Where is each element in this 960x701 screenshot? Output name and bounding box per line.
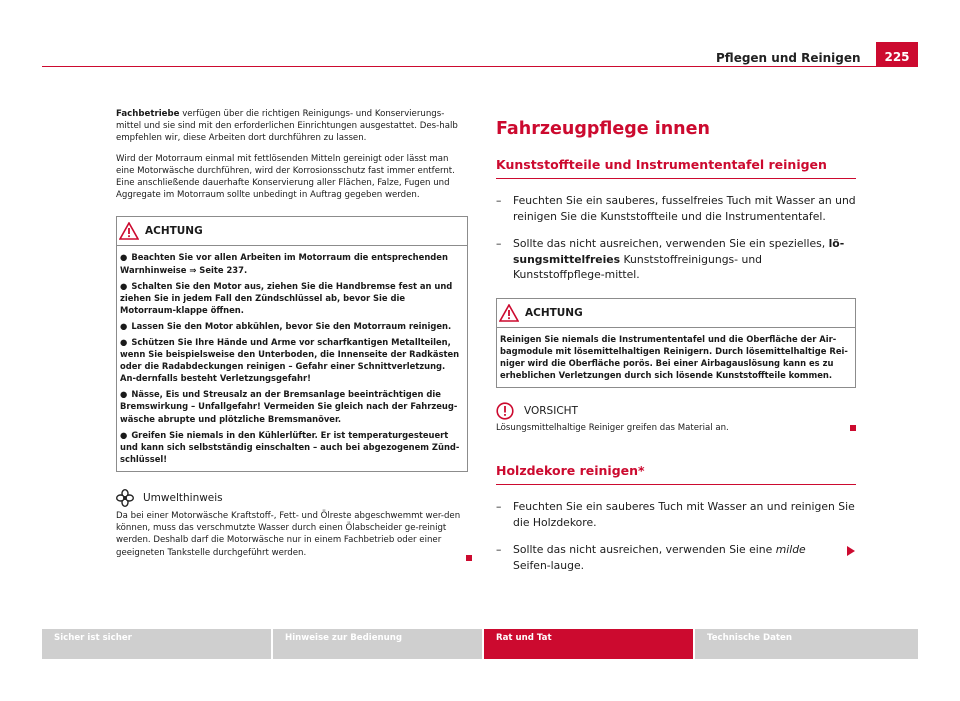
page-reference-link[interactable]: ⇒ Seite 237 (189, 264, 244, 275)
section-plastic (496, 156, 856, 179)
intro-bold: Fachbetriebe (116, 109, 180, 119)
warning-item (120, 388, 462, 424)
bullet: ● (120, 252, 128, 263)
warning-triangle-icon (499, 304, 519, 322)
bullet: ● (120, 280, 128, 291)
warning-triangle-icon (119, 222, 139, 240)
environment-text (116, 510, 468, 559)
step-item (496, 542, 856, 573)
step-text-em: milde (775, 543, 806, 557)
left-column (116, 108, 468, 559)
warning-item (120, 336, 462, 384)
step-text: Feuchten Sie ein sauberes, fusselfreies Tuch mit Wasser an und reinigen Sie die Kunststoffteile und die Instrumententafel. (513, 194, 856, 223)
warning-item (120, 320, 462, 332)
end-square-icon (850, 425, 856, 431)
warning-item-text: Schalten Sie den Motor aus, ziehen Sie die Handbremse fest an und ziehen Sie in jedem Fall den Zündschlüssel ab, bevor Sie die Motorraum-klappe öffnen. (120, 280, 453, 315)
step-item (496, 236, 856, 283)
warning-item-end: . (243, 264, 248, 275)
step-text-bold: lö-sungsmittelfreies (513, 237, 845, 266)
warning-box-airbag (496, 298, 856, 388)
warning-item-text: Lassen Sie den Motor abkühlen, bevor Sie den Motorraum reinigen. (131, 320, 452, 331)
step-item (496, 193, 856, 224)
step-text-pre: Sollte das nicht ausreichen, verwenden Sie eine (513, 543, 776, 557)
caution-text-row (496, 422, 856, 434)
section-title-plastic: Kunststoffteile und Instrumententafel reinigen (496, 157, 827, 172)
step-text-pre: Sollte das nicht ausreichen, verwenden Sie ein spezielles, (513, 237, 829, 250)
page-number: 225 (876, 42, 918, 66)
step-dash: – (496, 237, 502, 250)
caution-text: Lösungsmittelhaltige Reiniger greifen das Material an. (496, 422, 729, 433)
step-dash: – (496, 194, 502, 207)
section-rule (496, 484, 856, 485)
warning-item (120, 280, 462, 316)
warning-title: ACHTUNG (525, 306, 583, 319)
environment-text-body: Da bei einer Motorwäsche Kraftstoff-, Fett- und Ölreste abgeschwemmt wer-den können, muss das verschmutzte Wasser durch einen Ölabscheider ge-reinigt werden. Deshalb darf die Motorwäsche nur in einem Fachbetrieb oder einer geeigneten Tankstelle durchgeführt werden. (116, 510, 461, 558)
footer-tab-hinweise[interactable]: Hinweise zur Bedienung (273, 629, 482, 659)
warning-box-body (117, 245, 467, 471)
warning-item (120, 251, 462, 275)
step-text-post: Seifen-lauge. (513, 558, 585, 572)
environment-flower-icon (116, 489, 134, 507)
step-dash: – (496, 500, 502, 514)
intro-paragraph (116, 108, 468, 145)
warning-box-engine (116, 216, 468, 472)
bullet: ● (120, 336, 128, 347)
section-wood (496, 462, 856, 485)
caution-title: VORSICHT (524, 404, 578, 417)
corrosion-paragraph: Wird der Motorraum einmal mit fettlösenden Mitteln gereinigt oder lässt man eine Motorwäsche durchführen, wird der Korrosionsschutz fast immer entfernt. Eine anschließende dauerhafte Konservierung aller Flächen, Falze, Fugen und Aggregate im Motorraum sollte unbedingt in Auftrag gegeben werden. (116, 153, 455, 201)
step-item (496, 499, 856, 530)
caution-note (496, 401, 856, 434)
end-square-icon (466, 555, 472, 561)
section-rule (496, 178, 856, 179)
warning-box-header (497, 299, 855, 327)
step-text-post: Kunststoffreinigungs- und Kunststoffpflege-mittel. (513, 252, 763, 281)
environment-note (116, 488, 468, 559)
right-column (496, 108, 856, 573)
bullet: ● (120, 429, 128, 440)
step-dash: – (496, 543, 502, 557)
footer-tab-technische-daten[interactable]: Technische Daten (695, 629, 918, 659)
footer-nav (42, 629, 918, 659)
footer-tab-sicher[interactable]: Sicher ist sicher (42, 629, 271, 659)
header-title: Pflegen und Reinigen (716, 51, 861, 65)
warning-item-text: Greifen Sie niemals in den Kühlerlüfter. Er ist temperaturgesteuert und kann sich selbstständig einschalten – auch bei abgezogenem Zünd-schlüssel! (120, 429, 460, 464)
warning-item (120, 429, 462, 465)
header-rule (42, 66, 918, 67)
bullet: ● (120, 389, 128, 400)
caution-exclamation-icon (496, 402, 514, 420)
footer-tab-rat-und-tat[interactable]: Rat und Tat (484, 629, 693, 659)
section-title-wood: Holzdekore reinigen* (496, 463, 645, 479)
bullet: ● (120, 320, 128, 331)
environment-note-header (116, 488, 468, 508)
caution-header (496, 401, 856, 421)
warning-item-text: Nässe, Eis und Streusalz an der Bremsanlage beeinträchtigen die Bremswirkung – Unfallgefahr! Vermeiden Sie gleich nach der Fahrzeug-wäsche abrupte und plötzliche Bremsmanöver. (120, 389, 458, 424)
step-text (513, 542, 846, 573)
warning-item-text: Beachten Sie vor allen Arbeiten im Motorraum die entsprechenden Warnhinweise (120, 252, 448, 275)
environment-title: Umwelthinweis (143, 491, 223, 504)
warning-text: Reinigen Sie niemals die Instrumententafel und die Oberfläche der Air-bagmodule mit lösemittelhaltigen Reinigern. Durch lösemittelhaltige Rei-niger wird die Oberfläche porös. Bei einer Airbagauslösung kann es zu erheblichen Verletzungen durch sich lösende Kunststoffteile kommen. (500, 333, 848, 380)
main-heading: Fahrzeugpflege innen (496, 119, 710, 139)
warning-box-body (497, 327, 855, 387)
intro-text: verfügen über die richtigen Reinigungs- und Konservierungs-mittel und sie sind mit den erforderlichen Einrichtungen ausgestattet. Des-halb empfehlen wir, diese Arbeiten dort durchführen zu lassen. (116, 109, 458, 144)
step-text: Feuchten Sie ein sauberes Tuch mit Wasser an und reinigen Sie die Holzdekore. (513, 500, 855, 529)
warning-box-header (117, 217, 467, 245)
continue-arrow-icon[interactable] (846, 545, 856, 555)
step-text (513, 236, 856, 283)
warning-title: ACHTUNG (145, 225, 203, 238)
warning-item-text: Schützen Sie Ihre Hände und Arme vor scharfkantigen Metallteilen, wenn Sie beispielsweise den Unterboden, die Innenseite der Radkästen oder die Radabdeckungen reinigen – Gefahr einer Schnittverletzung. An-dernfalls besteht Verletzungsgefahr! (120, 336, 460, 384)
